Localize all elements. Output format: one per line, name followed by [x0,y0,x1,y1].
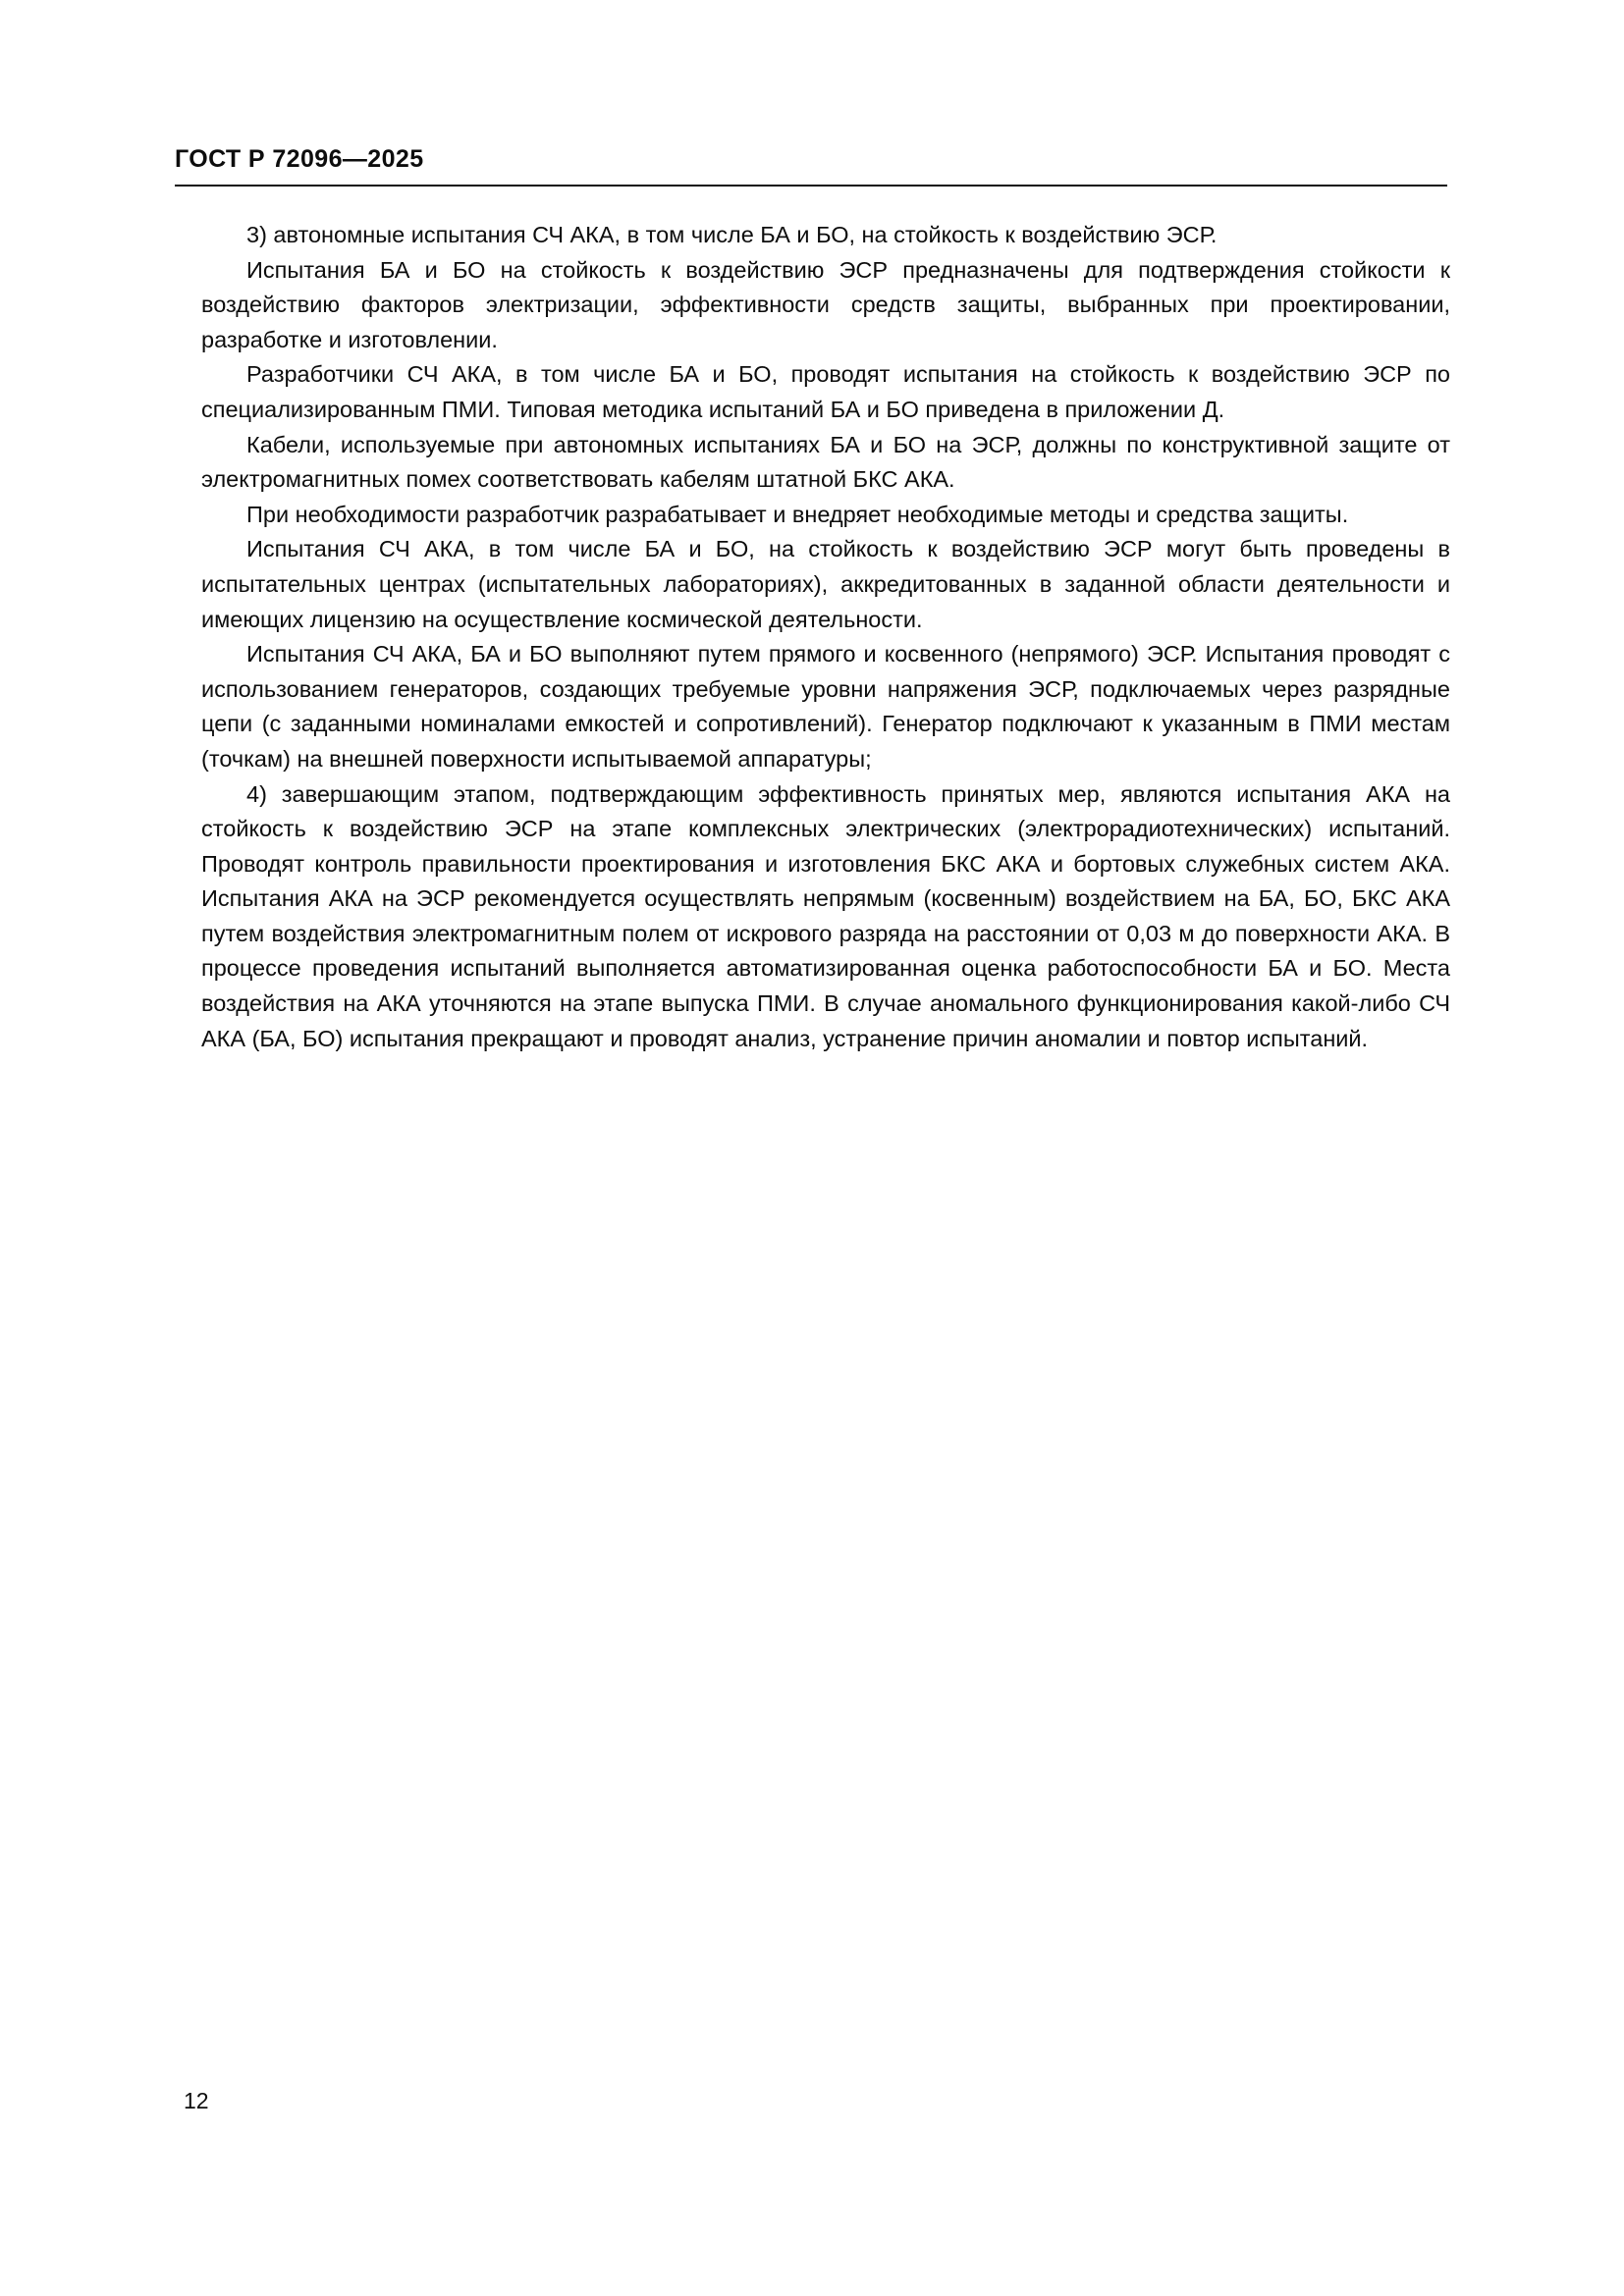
paragraph: Испытания СЧ АКА, БА и БО выполняют путем прямого и косвенного (непрямого) ЭСР. Испытания проводят с использованием генераторов, создающих требуемые уровни напряжения ЭСР, подключаемых через разрядные цепи (с заданными номиналами емкостей и сопротивлений). Генератор подключают к указанным в ПМИ местам (точкам) на внешней поверхности испытываемой аппаратуры; [201,641,1450,772]
header-divider [175,185,1447,187]
standard-header: ГОСТ Р 72096—2025 [175,145,424,173]
page-number: 12 [184,2088,209,2113]
paragraph: При необходимости разработчик разрабатывает и внедряет необходимые методы и средства защиты. [246,501,1349,527]
paragraph: Испытания БА и БО на стойкость к воздействию ЭСР предназначены для подтверждения стойкости к воздействию факторов электризации, эффективности средств защиты, выбранных при проектировании, разработке и изготовлении. [201,256,1450,352]
paragraph: 4) завершающим этапом, подтверждающим эффективность принятых мер, являются испытания АКА на стойкость к воздействию ЭСР на этапе комплексных электрических (электрорадиотехнических) испытаний. Проводят контроль правильности проектирования и изготовления БКС АКА и бортовых служебных систем АКА. Испытания АКА на ЭСР рекомендуется осуществлять непрямым (косвенным) воздействием на БА, БО, БКС АКА путем воздействия электромагнитным полем от искрового разряда на расстоянии от 0,03 м до поверхности АКА. В процессе проведения испытаний выполняется автоматизированная оценка работоспособности БА и БО. Места воздействия на АКА уточняются на этапе выпуска ПМИ. В случае аномального функционирования какой-либо СЧ АКА (БА, БО) испытания прекращают и проводят анализ, устранение причин аномалии и повтор испытаний. [201,780,1450,1051]
body-text-block [201,218,1450,1056]
paragraph: Кабели, используемые при автономных испытаниях БА и БО на ЭСР, должны по конструктивной защите от электромагнитных помех соответствовать кабелям штатной БКС АКА. [201,431,1450,493]
paragraph: Разработчики СЧ АКА, в том числе БА и БО, проводят испытания на стойкость к воздействию ЭСР по специализированным ПМИ. Типовая методика испытаний БА и БО приведена в приложении Д. [201,361,1450,422]
paragraph: 3) автономные испытания СЧ АКА, в том числе БА и БО, на стойкость к воздействию ЭСР. [246,222,1218,247]
paragraph: Испытания СЧ АКА, в том числе БА и БО, на стойкость к воздействию ЭСР могут быть проведены в испытательных центрах (испытательных лабораториях), аккредитованных в заданной области деятельности и имеющих лицензию на осуществление космической деятельности. [201,536,1450,632]
